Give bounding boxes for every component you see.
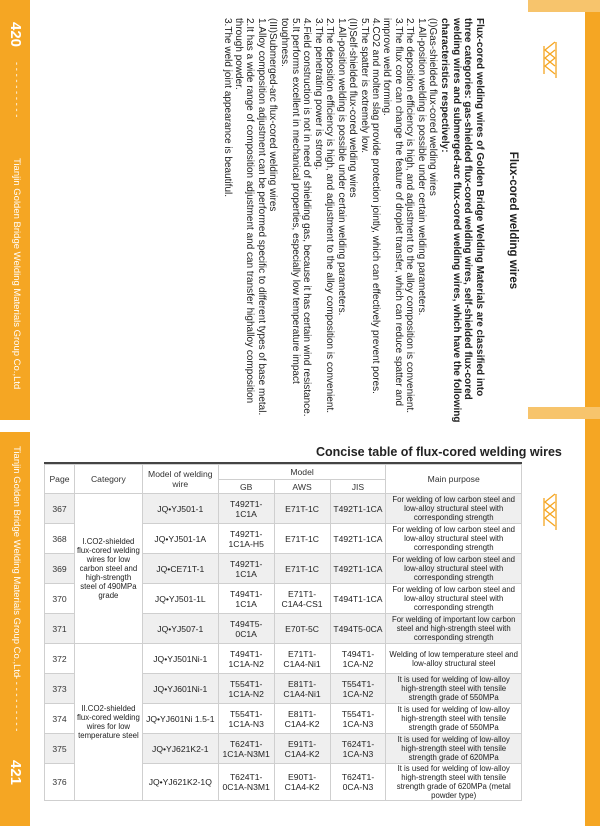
article-paragraph: 1.Alloy composition adjustment can be performed specific to different types of base metal.	[255, 18, 267, 416]
cell-aws: E90T1-C1A4-K2	[274, 764, 330, 801]
article-lead: Flux-cored welding wires of Golden Bridge Welding Materials are classified into three categories: gas-shielded flux-cored welding wires, self-shielded flux-cored welding wires and submerged-arc flux-cored welding wires, which have the following characteristics respectively:	[439, 18, 485, 423]
dash-line-bottom: - - - - - - - - - -	[11, 676, 22, 732]
article-paragraph: 2.It has a wide range of composition adjustment and can transfer highalloy composition through powder.	[233, 18, 256, 404]
article-paragraph: 2.The deposition efficiency is high, and adjustment to the alloy composition is convenient.	[324, 18, 336, 414]
company-name-top: Tianjin Golden Bridge Welding Materials Group Co.,Ltd	[11, 158, 22, 390]
article-paragraph: 1.All-position welding is possible under certain welding parameters.	[415, 18, 427, 316]
spec-table	[44, 464, 522, 801]
cell-purpose: For welding of low carbon steel and low-alloy structural steel with corresponding strength	[386, 494, 522, 524]
article-paragraph: 2.The deposition efficiency is high, and adjustment to the alloy composition is convenient.	[404, 18, 416, 414]
cell-model: JQ•YJ601Ni 1.5-1	[142, 704, 218, 734]
page-number-top: 420	[7, 22, 24, 48]
cell-gb: T554T1-1C1A-N2	[218, 674, 274, 704]
cell-aws: E71T1-C1A4-CS1	[274, 584, 330, 614]
cell-jis: T492T1-1CA	[330, 554, 386, 584]
article-block	[158, 18, 518, 423]
article-paragraph: 3.The penetrating power is strong.	[312, 18, 324, 170]
cell-jis: T624T1-0CA-N3	[330, 764, 386, 801]
cell-gb: T492T1-1C1A-H5	[218, 524, 274, 554]
cell-gb: T624T1-0C1A-N3M1	[218, 764, 274, 801]
cell-purpose: It is used for welding of low-alloy high-strength steel with tensile strength grade of 620MPa	[386, 734, 522, 764]
cell-model: JQ•YJ621K2-1	[142, 734, 218, 764]
page-number-bottom: 421	[7, 760, 24, 786]
company-name-bottom: Tianjin Golden Bridge Welding Materials Group Co.,Ltd	[11, 446, 22, 678]
cell-jis: T494T1-1CA-N2	[330, 644, 386, 674]
header-jis: JIS	[330, 480, 386, 494]
cell-model: JQ•CE71T-1	[142, 554, 218, 584]
cell-page: 372	[45, 644, 75, 674]
cell-page: 370	[45, 584, 75, 614]
cell-purpose: For welding of important low carbon steel and high-strength steel with corresponding strength	[386, 614, 522, 644]
header-page: Page	[45, 465, 75, 494]
cell-model: JQ•YJ507-1	[142, 614, 218, 644]
article-paragraph: (I)Gas-shielded flux-cored welding wires	[426, 18, 438, 196]
cell-gb: T494T1-1C1A	[218, 584, 274, 614]
cell-aws: E81T1-C1A4-K2	[274, 704, 330, 734]
cell-aws: E71T-1C	[274, 494, 330, 524]
cell-aws: E71T1-C1A4-Ni1	[274, 644, 330, 674]
cell-page: 367	[45, 494, 75, 524]
cell-gb: T624T1-1C1A-N3M1	[218, 734, 274, 764]
cell-gb: T492T1-1C1A	[218, 494, 274, 524]
cell-aws: E71T-1C	[274, 554, 330, 584]
cell-purpose: For welding of low carbon steel and low-alloy structural steel with corresponding strength	[386, 584, 522, 614]
header-aws: AWS	[274, 480, 330, 494]
cell-page: 374	[45, 704, 75, 734]
cell-aws: E91T1-C1A4-K2	[274, 734, 330, 764]
side-band-middle	[528, 407, 600, 419]
cell-model: JQ•YJ601Ni-1	[142, 674, 218, 704]
cell-gb: T494T1-1C1A-N2	[218, 644, 274, 674]
cell-purpose: Welding of low temperature steel and low-alloy structural steel	[386, 644, 522, 674]
cell-jis: T554T1-1CA-N2	[330, 674, 386, 704]
cell-category: II.CO2-shielded flux-cored welding wires for low temperature steel	[74, 644, 142, 801]
cell-page: 373	[45, 674, 75, 704]
table-row	[45, 494, 522, 524]
header-gb: GB	[218, 480, 274, 494]
article-paragraph: (III)Submerged-arc flux-cored welding wires	[267, 18, 279, 212]
cell-page: 369	[45, 554, 75, 584]
article-paragraph: 5.The spatter is extremely low.	[358, 18, 370, 154]
article-paragraph: 4.Field construction is not in need of shielding gas, because it has certain wind resistance.	[301, 18, 313, 417]
article-paragraph: 3.The weld joint appearance is beautiful.	[221, 18, 233, 198]
article-title: Flux-cored welding wires	[507, 151, 519, 290]
bridge-logo-icon	[541, 40, 559, 80]
cell-category: I.CO2-shielded flux-cored welding wires for low carbon steel and high-strength steel of 490MPa grade	[74, 494, 142, 644]
article-paragraph: 3.The flux core can change the feature of droplet transfer, which can reduce spatter and improve weld forming.	[381, 18, 404, 407]
cell-jis: T492T1-1CA	[330, 494, 386, 524]
cell-model: JQ•YJ501Ni-1	[142, 644, 218, 674]
cell-jis: T494T1-1CA	[330, 584, 386, 614]
cell-gb: T554T1-1C1A-N3	[218, 704, 274, 734]
cell-page: 376	[45, 764, 75, 801]
cell-model: JQ•YJ501-1L	[142, 584, 218, 614]
article-paragraph: 4.CO2 and molten slag provide protection jointly, which can effectively prevent pores.	[369, 18, 381, 394]
bridge-logo-icon	[541, 492, 559, 532]
cell-purpose: For welding of low carbon steel and low-alloy structural steel with corresponding strength	[386, 554, 522, 584]
cell-gb: T492T1-1C1A	[218, 554, 274, 584]
side-strip-top	[585, 12, 600, 407]
cell-jis: T494T5-0CA	[330, 614, 386, 644]
cell-jis: T492T1-1CA	[330, 524, 386, 554]
header-model-group: Model	[218, 465, 386, 480]
cell-purpose: It is used for welding of low-alloy high-strength steel with tensile strength grade of 620MPa (metal powder type)	[386, 764, 522, 801]
cell-page: 375	[45, 734, 75, 764]
cell-aws: E70T-5C	[274, 614, 330, 644]
cell-purpose: It is used for welding of low-alloy high-strength steel with tensile strength grade of 550MPa	[386, 674, 522, 704]
header-category: Category	[74, 465, 142, 494]
dash-line-top: - - - - - - - - - -	[11, 62, 22, 118]
cell-page: 371	[45, 614, 75, 644]
article-paragraph: (II)Self-shielded flux-cored welding wires	[347, 18, 359, 198]
table-row	[45, 644, 522, 674]
article-paragraph: 1.All-position welding is possible under certain welding parameters.	[335, 18, 347, 316]
table-title: Concise table of flux-cored welding wires	[316, 445, 562, 459]
side-band-top	[528, 0, 600, 12]
cell-model: JQ•YJ501-1	[142, 494, 218, 524]
cell-aws: E81T1-C1A4-Ni1	[274, 674, 330, 704]
header-model: Model of welding wire	[142, 465, 218, 494]
article-paragraph: 5.It performs excellent in mechanical properties, especially low temperature impact toughness.	[278, 18, 302, 384]
cell-jis: T554T1-1CA-N3	[330, 704, 386, 734]
header-purpose: Main purpose	[386, 465, 522, 494]
side-strip-bottom	[585, 419, 600, 826]
cell-purpose: For welding of low carbon steel and low-alloy structural steel with corresponding strength	[386, 524, 522, 554]
cell-model: JQ•YJ621K2-1Q	[142, 764, 218, 801]
cell-page: 368	[45, 524, 75, 554]
cell-gb: T494T5-0C1A	[218, 614, 274, 644]
cell-jis: T624T1-1CA-N3	[330, 734, 386, 764]
cell-purpose: It is used for welding of low-alloy high-strength steel with tensile strength grade of 550MPa	[386, 704, 522, 734]
cell-aws: E71T-1C	[274, 524, 330, 554]
cell-model: JQ•YJ501-1A	[142, 524, 218, 554]
